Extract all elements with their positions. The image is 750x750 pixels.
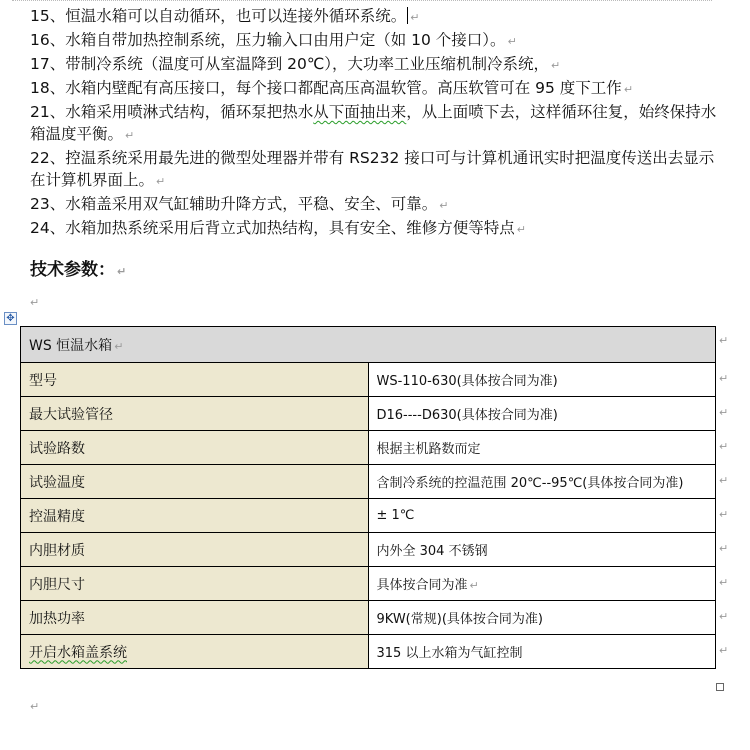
- table-move-handle-icon[interactable]: ✥: [4, 312, 17, 325]
- paragraph-mark-icon: ↵: [125, 129, 135, 142]
- paragraph-mark-icon: ↵: [156, 175, 166, 188]
- table-row: [21, 601, 716, 635]
- row-end-mark-icon: ↵: [719, 474, 729, 487]
- paragraph-mark-icon: ↵: [469, 579, 479, 592]
- value-cell[interactable]: 具体按合同为准 ↵: [368, 567, 716, 601]
- table-row: [21, 397, 716, 431]
- list-item[interactable]: 18、水箱内壁配有高压接口，每个接口都配高压高温软管。高压软管可在 95 度下工作 ↵: [30, 79, 634, 97]
- table-title-cell[interactable]: WS 恒温水箱 ↵: [21, 327, 716, 363]
- label-cell[interactable]: 内胆尺寸: [21, 567, 369, 601]
- table-row: [21, 363, 716, 397]
- paragraph-mark-icon: ↵: [623, 83, 634, 96]
- value-cell[interactable]: 315 以上水箱为气缸控制: [368, 635, 716, 669]
- table-row: [21, 431, 716, 465]
- row-end-mark-icon: ↵: [719, 644, 729, 657]
- list-item[interactable]: 24、水箱加热系统采用后背立式加热结构，具有安全、维修方便等特点 ↵: [30, 219, 526, 237]
- paragraph-mark-icon: ↵: [507, 35, 517, 48]
- label-cell[interactable]: 内胆材质: [21, 533, 369, 567]
- label-cell[interactable]: 控温精度: [21, 499, 369, 533]
- value-cell[interactable]: 含制冷系统的控温范围 20℃--95℃(具体按合同为准): [368, 465, 716, 499]
- row-end-mark-icon: ↵: [719, 334, 729, 347]
- paragraph-mark-icon: ↵: [410, 11, 420, 24]
- paragraph-mark-icon: ↵: [117, 265, 127, 278]
- label-cell[interactable]: 型号: [21, 363, 369, 397]
- list-item[interactable]: 17、带制冷系统（温度可从室温降到 20℃），大功率工业压缩机制冷系统， ↵: [30, 55, 561, 73]
- table-row: [21, 533, 716, 567]
- row-end-mark-icon: ↵: [719, 576, 729, 589]
- row-end-mark-icon: ↵: [719, 610, 729, 623]
- paragraph-mark-icon: ↵: [114, 339, 124, 353]
- label-cell[interactable]: 最大试验管径: [21, 397, 369, 431]
- text-cursor: [407, 7, 408, 24]
- paragraph-mark-icon: ↵: [516, 223, 526, 236]
- list-item[interactable]: 15、恒温水箱可以自动循环，也可以连接外循环系统。 ↵: [30, 7, 420, 25]
- feature-list[interactable]: [30, 5, 720, 241]
- value-cell[interactable]: 内外全 304 不锈钢: [368, 533, 716, 567]
- value-cell[interactable]: 根据主机路数而定: [368, 431, 716, 465]
- row-end-mark-icon: ↵: [719, 508, 729, 521]
- list-item[interactable]: 16、水箱自带加热控制系统，压力输入口由用户定（如 10 个接口）。 ↵: [30, 31, 517, 49]
- label-cell[interactable]: 试验路数: [21, 431, 369, 465]
- label-cell[interactable]: 试验温度: [21, 465, 369, 499]
- row-end-mark-icon: ↵: [719, 542, 729, 555]
- value-cell[interactable]: WS-110-630(具体按合同为准): [368, 363, 716, 397]
- table-title-row: [21, 327, 716, 363]
- page-top-rule: [12, 0, 712, 1]
- section-heading[interactable]: 技术参数： ↵: [30, 260, 127, 280]
- spellcheck-underline: 从下面抽出来: [313, 103, 407, 121]
- row-end-mark-icon: ↵: [719, 406, 729, 419]
- table-row: [21, 465, 716, 499]
- row-end-mark-icon: ↵: [719, 372, 729, 385]
- table-resize-handle[interactable]: [716, 683, 724, 691]
- table-row: [21, 567, 716, 601]
- paragraph-mark-icon: ↵: [439, 199, 449, 212]
- row-end-mark-icon: ↵: [719, 440, 729, 453]
- label-cell[interactable]: 加热功率: [21, 601, 369, 635]
- value-cell[interactable]: D16----D630(具体按合同为准): [368, 397, 716, 431]
- list-item[interactable]: 23、水箱盖采用双气缸辅助升降方式，平稳、安全、可靠。 ↵: [30, 195, 449, 213]
- list-item[interactable]: 21、水箱采用喷淋式结构，循环泵把热水从下面抽出来，从上面喷下去，这样循环往复，始终保持水箱温度平衡。 ↵: [30, 103, 717, 143]
- paragraph-mark-icon: ↵: [551, 59, 561, 72]
- table-row: [21, 635, 716, 669]
- value-cell[interactable]: 9KW(常规)(具体按合同为准): [368, 601, 716, 635]
- list-item[interactable]: 22、控温系统采用最先进的微型处理器并带有 RS232 接口可与计算机通讯实时把温度传送出去显示在计算机界面上。 ↵: [30, 149, 715, 189]
- value-cell[interactable]: ± 1℃: [368, 499, 716, 533]
- label-cell[interactable]: 开启水箱盖系统: [21, 635, 369, 669]
- paragraph-mark-icon: ↵: [30, 296, 40, 309]
- paragraph-mark-icon: ↵: [30, 700, 40, 713]
- table-row: [21, 499, 716, 533]
- spec-table: [20, 326, 716, 669]
